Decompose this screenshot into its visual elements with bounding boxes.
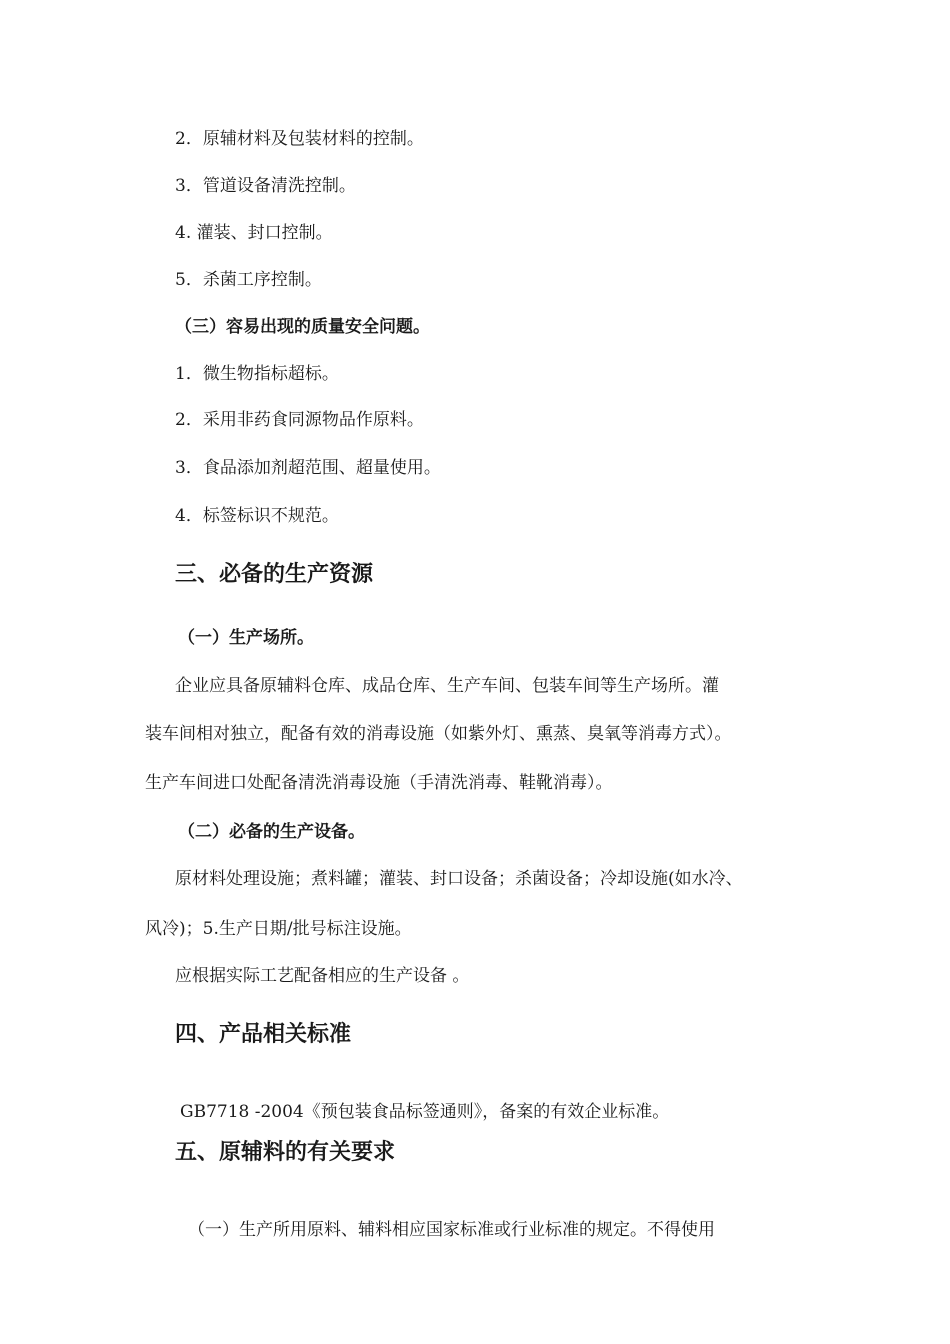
quality-issue-item: 3．食品添加剂超范围、超量使用。 [175,458,441,478]
quality-issue-item: 2．采用非药食同源物品作原料。 [175,410,424,430]
quality-issue-item: 1．微生物指标超标。 [175,364,339,384]
control-item: 5．杀菌工序控制。 [175,270,322,290]
subsection-title: （三）容易出现的质量安全问题。 [175,317,430,337]
paragraph-line: 应根据实际工艺配备相应的生产设备 。 [175,966,470,986]
paragraph-line: 装车间相对独立，配备有效的消毒设施（如紫外灯、熏蒸、臭氧等消毒方式）。 [145,724,732,744]
paragraph-line: 风冷)；5.生产日期/批号标注设施。 [145,919,412,939]
quality-issue-item: 4．标签标识不规范。 [175,506,339,526]
section-heading: 五、原辅料的有关要求 [175,1140,396,1165]
control-item: 4. 灌装、封口控制。 [175,223,333,243]
paragraph-line: 生产车间进口处配备清洗消毒设施（手清洗消毒、鞋靴消毒）。 [145,773,613,793]
paragraph-line: GB7718 -2004《预包装食品标签通则》，备案的有效企业标准。 [180,1102,670,1122]
subsection-title: （二）必备的生产设备。 [178,822,365,842]
control-item: 2．原辅材料及包装材料的控制。 [175,129,424,149]
section-heading: 四、产品相关标准 [175,1022,352,1047]
paragraph-line: 企业应具备原辅料仓库、成品仓库、生产车间、包装车间等生产场所。灌 [175,676,719,696]
subsection-title: （一）生产场所。 [178,628,314,648]
control-item: 3．管道设备清洗控制。 [175,176,356,196]
paragraph-line: （一）生产所用原料、辅料相应国家标准或行业标准的规定。不得使用 [188,1220,715,1240]
section-heading: 三、必备的生产资源 [175,562,374,587]
paragraph-line: 原材料处理设施；煮料罐；灌装、封口设备；杀菌设备；冷却设施(如水冷、 [175,869,743,889]
